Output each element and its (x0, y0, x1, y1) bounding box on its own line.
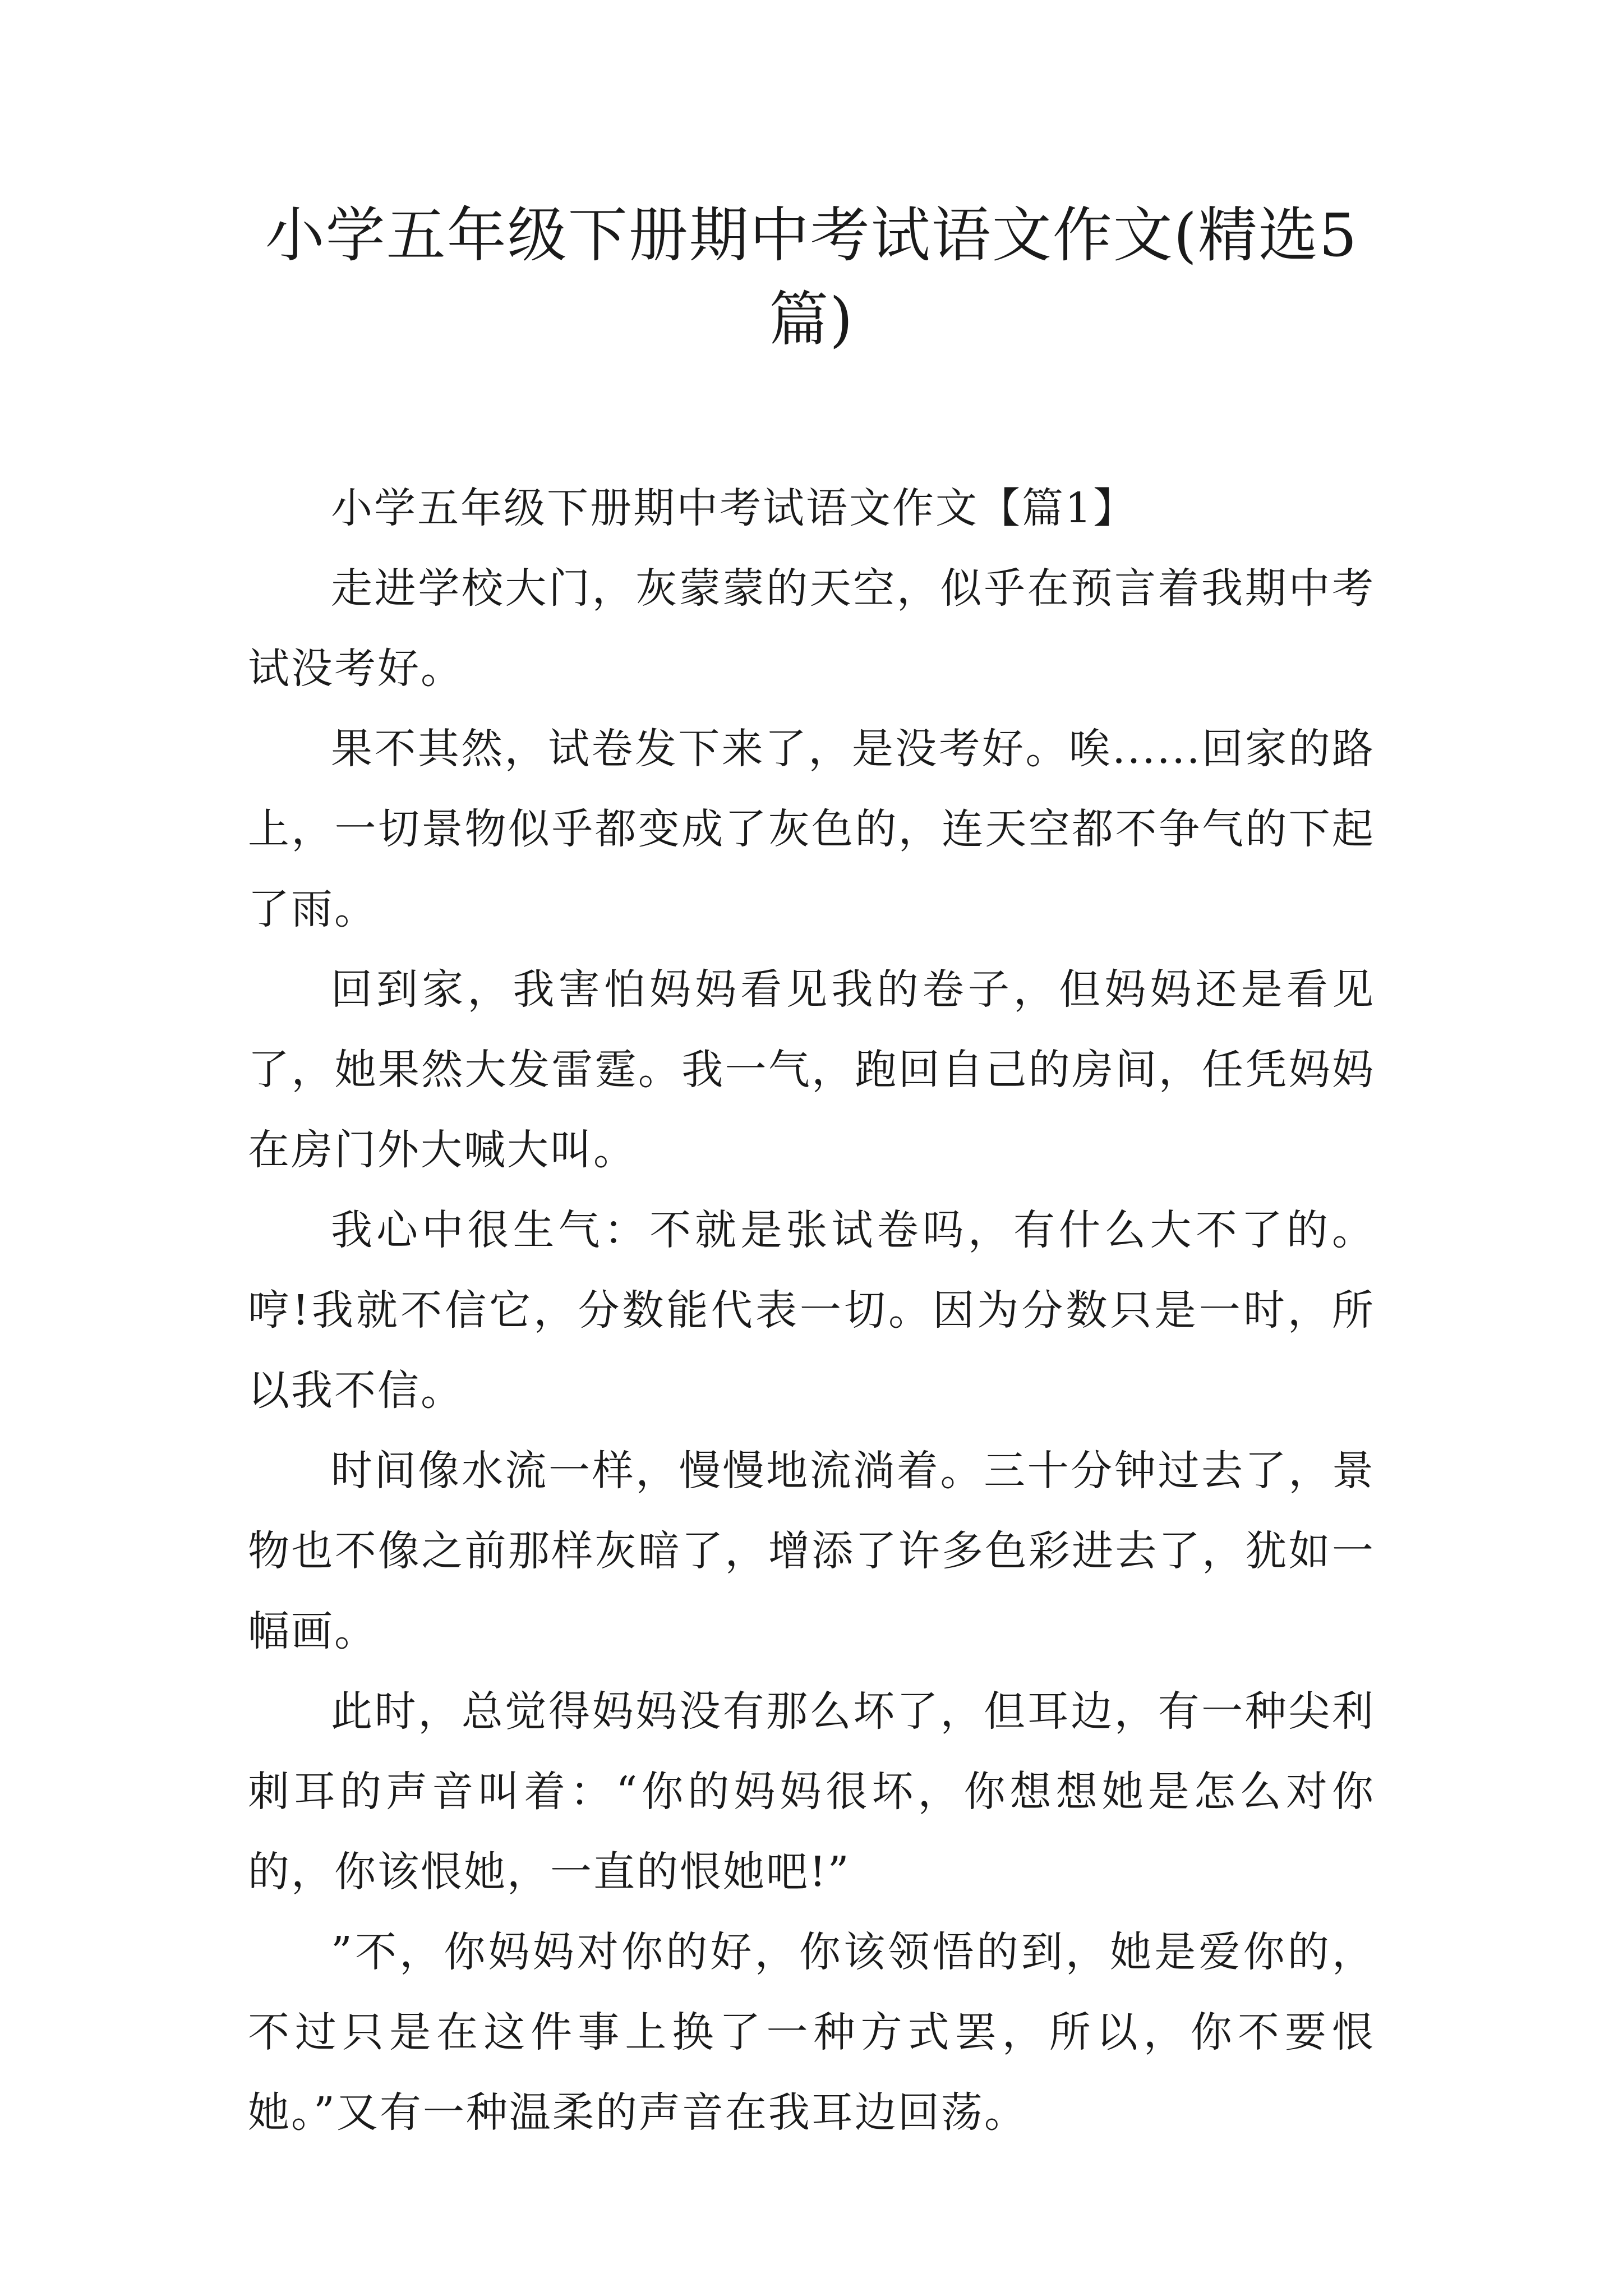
document-body (248, 468, 1375, 2153)
document-title: 小学五年级下册期中考试语文作文(精选5篇) (265, 201, 1358, 354)
body-paragraph: 我心中很生气：不就是张试卷吗，有什么大不了的。哼!我就不信它，分数能代表一切。因为分数只是一时，所以我不信。 (248, 1206, 1375, 1415)
section-heading: 小学五年级下册期中考试语文作文【篇1】 (331, 484, 1137, 532)
body-paragraph: 时间像水流一样，慢慢地流淌着。三十分钟过去了，景物也不像之前那样灰暗了，增添了许多色彩进去了，犹如一幅画。 (248, 1447, 1375, 1655)
body-paragraph: 走进学校大门，灰蒙蒙的天空，似乎在预言着我期中考试没考好。 (248, 564, 1375, 693)
body-paragraph: 回到家，我害怕妈妈看见我的卷子，但妈妈还是看见了，她果然大发雷霆。我一气，跑回自己的房间，任凭妈妈在房门外大喊大叫。 (248, 965, 1375, 1174)
body-paragraph: 此时，总觉得妈妈没有那么坏了，但耳边，有一种尖利刺耳的声音叫着：“你的妈妈很坏，你想想她是怎么对你的，你该恨她，一直的恨她吧!” (248, 1687, 1375, 1896)
body-paragraph: 果不其然，试卷发下来了，是没考好。唉......回家的路上，一切景物似乎都变成了灰色的，连天空都不争气的下起了雨。 (248, 725, 1375, 933)
body-paragraph: ”不，你妈妈对你的好，你该领悟的到，她是爱你的，不过只是在这件事上换了一种方式罢，所以，你不要恨她。”又有一种温柔的声音在我耳边回荡。 (248, 1928, 1375, 2137)
